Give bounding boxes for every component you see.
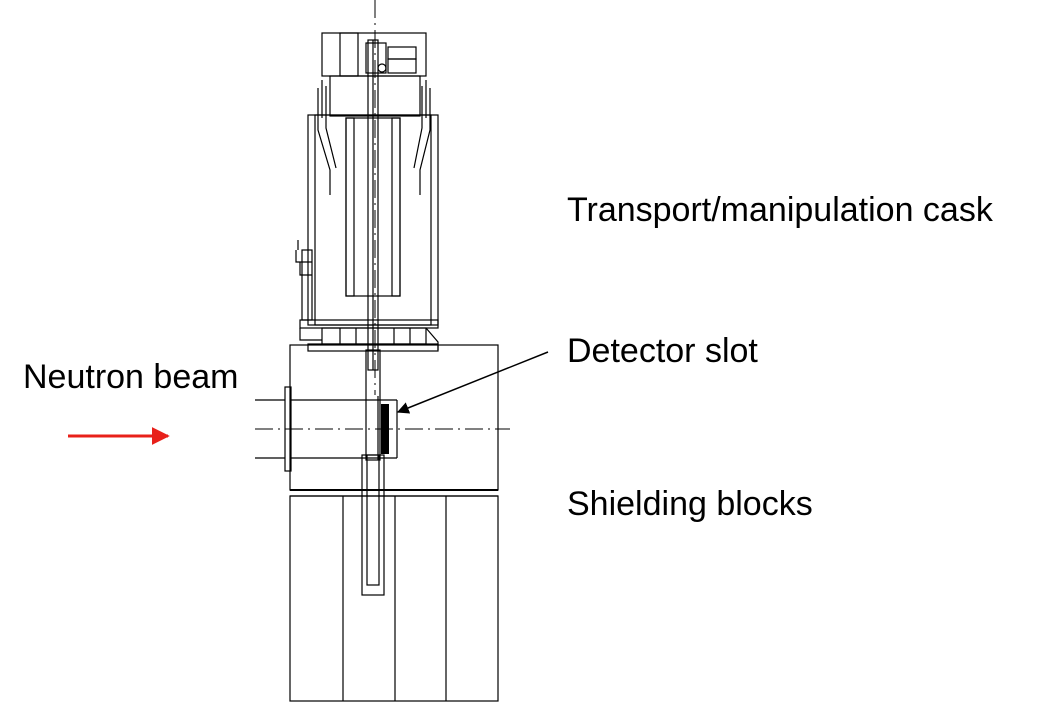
- shielding-blocks-drawing: [290, 345, 498, 701]
- neutron-beam-label: Neutron beam: [23, 358, 239, 396]
- cask-label: Transport/manipulation cask: [567, 191, 993, 229]
- shielding-blocks-label: Shielding blocks: [567, 485, 813, 523]
- detector-slot-label: Detector slot: [567, 332, 758, 370]
- beam-tube-drawing: [255, 387, 510, 471]
- detector-slot-pointer: [398, 352, 548, 412]
- transport-cask-drawing: [296, 33, 438, 370]
